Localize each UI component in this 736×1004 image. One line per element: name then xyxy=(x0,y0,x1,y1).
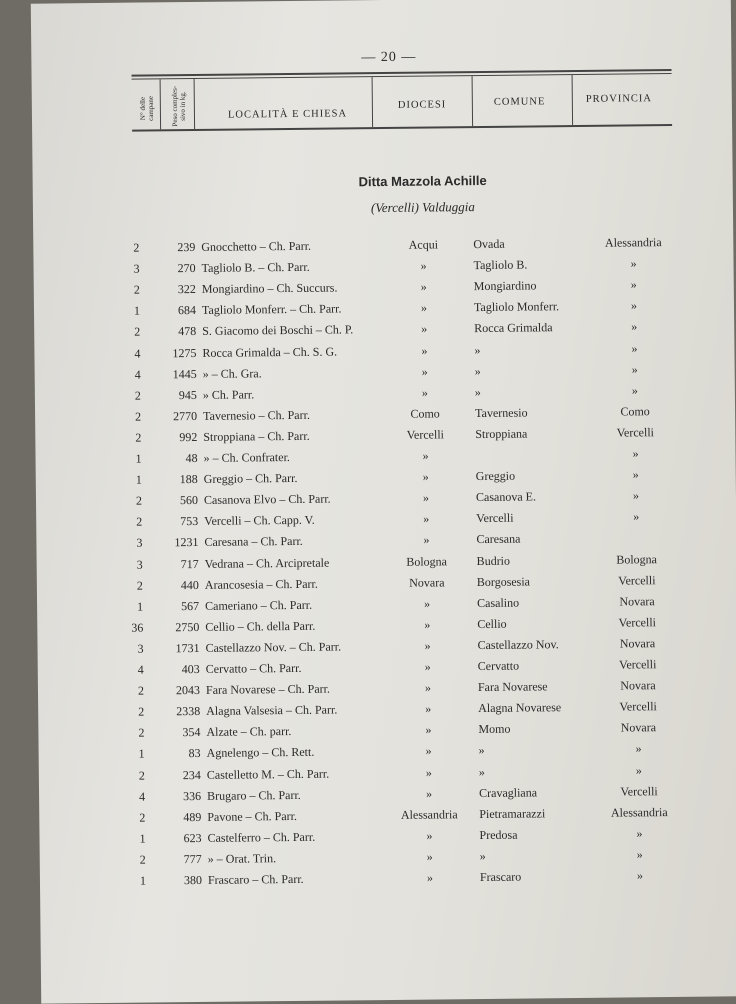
bell-count: 2 xyxy=(138,704,145,719)
comune: Greggio xyxy=(475,468,516,484)
total-weight: 684 xyxy=(177,303,197,318)
comune: Stroppiana xyxy=(475,426,528,441)
province: Vercelli xyxy=(619,657,657,672)
total-weight: 354 xyxy=(182,725,201,740)
diocese: » xyxy=(424,617,431,632)
bell-count: 1 xyxy=(135,451,142,466)
bell-count: 1 xyxy=(139,873,147,888)
diocese: » xyxy=(425,786,433,801)
province: Vercelli xyxy=(618,614,657,630)
location-church: Castelletto M. – Ch. Parr. xyxy=(206,766,330,782)
province: » xyxy=(631,319,638,334)
diocese: » xyxy=(421,385,428,400)
bell-count: 4 xyxy=(139,789,146,804)
comune: » xyxy=(478,743,485,758)
bell-count: 2 xyxy=(137,683,145,698)
header-divider xyxy=(194,79,196,129)
diocese: Bologna xyxy=(406,553,448,569)
header-total-weight: Peso comples-sivo in kg. xyxy=(170,85,188,127)
bell-count: 4 xyxy=(134,346,141,361)
diocese: » xyxy=(425,701,432,716)
diocese: » xyxy=(421,364,428,379)
location-church: Caresana – Ch. Parr. xyxy=(204,534,303,550)
header-diocese: DIOCESI xyxy=(397,99,447,111)
diocese: » xyxy=(422,490,430,505)
total-weight: 2338 xyxy=(176,704,201,719)
bell-count: 3 xyxy=(136,557,143,572)
location-church: Alagna Valsesia – Ch. Parr. xyxy=(206,702,338,719)
total-weight: 239 xyxy=(177,239,196,255)
bell-count: 2 xyxy=(135,493,143,508)
bell-count: 3 xyxy=(133,261,140,276)
bell-count: 1 xyxy=(135,472,142,487)
comune: Predosa xyxy=(479,827,518,842)
province: » xyxy=(630,277,637,292)
total-weight: 1275 xyxy=(172,345,197,360)
location-church: » – Ch. Confrater. xyxy=(203,450,290,465)
total-weight: 717 xyxy=(180,556,199,571)
total-weight: 623 xyxy=(183,830,202,845)
total-weight: 567 xyxy=(181,598,200,613)
location-church: Cameriano – Ch. Parr. xyxy=(205,597,313,613)
province: » xyxy=(632,467,639,482)
diocese: » xyxy=(426,849,433,864)
comune: Caresana xyxy=(476,531,521,547)
diocese: » xyxy=(425,765,432,780)
diocese: » xyxy=(421,343,428,358)
province: » xyxy=(636,826,643,841)
header-comune: COMUNE xyxy=(493,96,546,108)
total-weight: 478 xyxy=(178,324,197,339)
total-weight: 48 xyxy=(185,450,198,466)
comune: Alagna Novarese xyxy=(478,700,562,716)
total-weight: 188 xyxy=(179,472,198,487)
comune: » xyxy=(479,848,486,863)
section-title: Ditta Mazzola Achille xyxy=(358,172,487,190)
comune: Casalino xyxy=(477,595,520,610)
bell-count: 2 xyxy=(135,409,142,424)
comune: » xyxy=(478,764,485,779)
comune: Tavernesio xyxy=(475,405,528,420)
province: Vercelli xyxy=(620,783,658,799)
comune: Casanova E. xyxy=(475,489,537,505)
total-weight: 322 xyxy=(177,282,196,297)
bell-count: 2 xyxy=(139,810,146,825)
diocese: » xyxy=(424,638,431,653)
diocese: » xyxy=(423,511,430,526)
diocese: Vercelli xyxy=(406,427,445,442)
comune: Ovada xyxy=(473,236,505,252)
comune: Mongiardino xyxy=(473,278,537,294)
bell-count: 3 xyxy=(136,535,143,551)
diocese: » xyxy=(420,279,427,294)
diocese: » xyxy=(425,743,432,758)
diocese: » xyxy=(425,722,432,737)
province: » xyxy=(632,488,640,503)
province: » xyxy=(636,847,643,862)
total-weight: 2750 xyxy=(175,619,200,635)
comune: Cervatto xyxy=(477,658,520,674)
total-weight: 336 xyxy=(183,788,202,803)
comune: » xyxy=(474,342,481,357)
bell-count: 2 xyxy=(134,388,141,403)
bell-count: 1 xyxy=(137,599,144,614)
bell-count: 4 xyxy=(137,662,144,677)
location-church: » – Ch. Gra. xyxy=(202,365,262,381)
diocese: » xyxy=(426,870,434,885)
comune: Tagliolo B. xyxy=(473,257,528,273)
header-divider xyxy=(160,79,162,129)
section-subtitle: (Vercelli) Valduggia xyxy=(370,199,475,216)
diocese: » xyxy=(422,448,429,463)
bell-count: 1 xyxy=(139,831,146,846)
comune: » xyxy=(474,384,481,399)
page-number: — 20 — xyxy=(361,49,417,66)
diocese: Novara xyxy=(409,574,445,590)
location-church: Arancosesia – Ch. Parr. xyxy=(204,576,318,592)
comune: Budrio xyxy=(476,553,511,568)
header-divider xyxy=(572,75,574,125)
province: » xyxy=(630,256,637,271)
comune: Frascaro xyxy=(479,869,522,885)
comune: Cellio xyxy=(477,616,507,631)
province: » xyxy=(635,762,642,777)
diocese: Como xyxy=(410,406,440,421)
total-weight: 1231 xyxy=(174,535,199,550)
province: Alessandria xyxy=(610,804,668,820)
bell-count: 2 xyxy=(135,430,142,445)
diocese: » xyxy=(421,321,428,337)
total-weight: 945 xyxy=(178,387,197,402)
total-weight: 560 xyxy=(179,493,199,508)
comune: Castellazzo Nov. xyxy=(477,637,559,652)
province: Alessandria xyxy=(604,235,662,250)
bell-count: 2 xyxy=(136,514,143,529)
diocese: » xyxy=(426,828,433,843)
diocese: » xyxy=(424,680,432,695)
bell-count: 2 xyxy=(133,240,140,255)
province: Novara xyxy=(619,636,656,651)
location-church: Tagliolo B. – Ch. Parr. xyxy=(201,259,310,276)
province xyxy=(576,530,696,531)
comune: Tagliolo Monferr. xyxy=(473,299,560,315)
province: » xyxy=(630,298,638,313)
diocese: » xyxy=(424,596,431,611)
diocese: » xyxy=(423,532,430,548)
total-weight: 2770 xyxy=(173,408,198,424)
location-church: Fara Novarese – Ch. Parr. xyxy=(205,681,331,697)
location-church: S. Giacomo dei Boschi – Ch. P. xyxy=(202,322,354,339)
location-church: Tagliolo Monferr. – Ch. Parr. xyxy=(201,301,342,318)
location-church: » – Orat. Trin. xyxy=(207,851,277,866)
province: Bologna xyxy=(616,551,658,567)
diocese: » xyxy=(424,659,431,674)
total-weight: 992 xyxy=(179,429,198,445)
comune: Momo xyxy=(478,722,511,737)
location-church: Alzate – Ch. parr. xyxy=(206,724,292,740)
location-church: Stroppiana – Ch. Parr. xyxy=(203,428,310,444)
comune: Borgosesia xyxy=(476,574,531,589)
location-church: Tavernesio – Ch. Parr. xyxy=(203,407,310,423)
header-location: LOCALITÀ E CHIESA xyxy=(227,108,348,121)
bell-count: 2 xyxy=(138,768,145,783)
header-divider xyxy=(472,76,474,126)
province: » xyxy=(631,340,638,355)
province: Novara xyxy=(620,720,657,735)
bell-count: 2 xyxy=(138,725,145,740)
total-weight: 440 xyxy=(180,577,199,592)
total-weight: 83 xyxy=(188,746,201,761)
location-church: Agnelengo – Ch. Rett. xyxy=(206,745,315,761)
bell-count: 2 xyxy=(136,578,143,593)
location-church: Vercelli – Ch. Capp. V. xyxy=(204,513,315,529)
location-church: Vedrana – Ch. Arcipretale xyxy=(204,555,330,571)
location-church: Castellazzo Nov. – Ch. Parr. xyxy=(205,639,342,655)
total-weight: 403 xyxy=(181,661,200,677)
bell-count: 1 xyxy=(138,746,145,761)
province: Vercelli xyxy=(618,572,656,588)
total-weight: 753 xyxy=(180,514,199,529)
total-weight: 1731 xyxy=(175,640,200,656)
document-page xyxy=(31,0,736,1004)
header-province: PROVINCIA xyxy=(585,93,653,105)
header-rule-bottom xyxy=(132,124,672,132)
comune: » xyxy=(474,363,481,378)
bell-count: 2 xyxy=(134,324,141,340)
province: » xyxy=(636,868,644,883)
comune: Cravagliana xyxy=(478,785,538,800)
header-divider xyxy=(372,77,374,127)
bell-count: 1 xyxy=(133,303,141,318)
location-church: Rocca Grimalda – Ch. S. G. xyxy=(202,344,338,360)
comune: Pietramarazzi xyxy=(479,806,546,821)
province: » xyxy=(631,383,638,398)
location-church: Cellio – Ch. della Parr. xyxy=(205,618,316,634)
diocese: » xyxy=(420,300,428,315)
province: Novara xyxy=(619,593,655,609)
diocese: » xyxy=(420,258,427,273)
location-church: Pavone – Ch. Parr. xyxy=(207,808,298,824)
total-weight: 380 xyxy=(183,872,203,888)
province: Vercelli xyxy=(619,699,657,714)
location-church: Casanova Elvo – Ch. Parr. xyxy=(203,491,331,508)
bell-count: 2 xyxy=(133,282,140,297)
comune: Fara Novarese xyxy=(477,679,548,695)
total-weight: 2043 xyxy=(175,683,201,698)
province: » xyxy=(631,361,638,377)
total-weight: 777 xyxy=(183,851,202,867)
province: » xyxy=(633,509,640,524)
comune: Rocca Grimalda xyxy=(474,320,553,336)
location-church: Frascaro – Ch. Parr. xyxy=(207,871,304,887)
bell-count: 4 xyxy=(134,367,141,382)
bell-count: 3 xyxy=(137,641,144,656)
province: Como xyxy=(620,404,650,419)
header-number-of-bells: N° delle campane xyxy=(138,95,156,121)
location-church: Brugaro – Ch. Parr. xyxy=(207,787,301,803)
diocese: Acqui xyxy=(408,237,439,252)
bell-count: 36 xyxy=(131,620,144,635)
location-church: » Ch. Parr. xyxy=(202,387,255,402)
province: Novara xyxy=(620,678,656,693)
province: » xyxy=(635,741,642,756)
total-weight: 270 xyxy=(177,261,196,276)
diocese: » xyxy=(422,469,429,484)
total-weight: 234 xyxy=(182,767,201,782)
location-church: Greggio – Ch. Parr. xyxy=(203,471,298,487)
province: Vercelli xyxy=(616,425,655,440)
comune: Vercelli xyxy=(476,510,514,526)
location-church: Gnocchetto – Ch. Parr. xyxy=(201,238,312,254)
diocese: Alessandria xyxy=(400,806,458,822)
location-church: Mongiardino – Ch. Succurs. xyxy=(201,280,338,297)
location-church: Cervatto – Ch. Parr. xyxy=(205,660,302,676)
total-weight: 1445 xyxy=(172,366,197,381)
location-church: Castelferro – Ch. Parr. xyxy=(207,829,316,845)
province: » xyxy=(632,446,639,461)
bell-count: 2 xyxy=(139,852,146,867)
total-weight: 489 xyxy=(183,809,202,824)
